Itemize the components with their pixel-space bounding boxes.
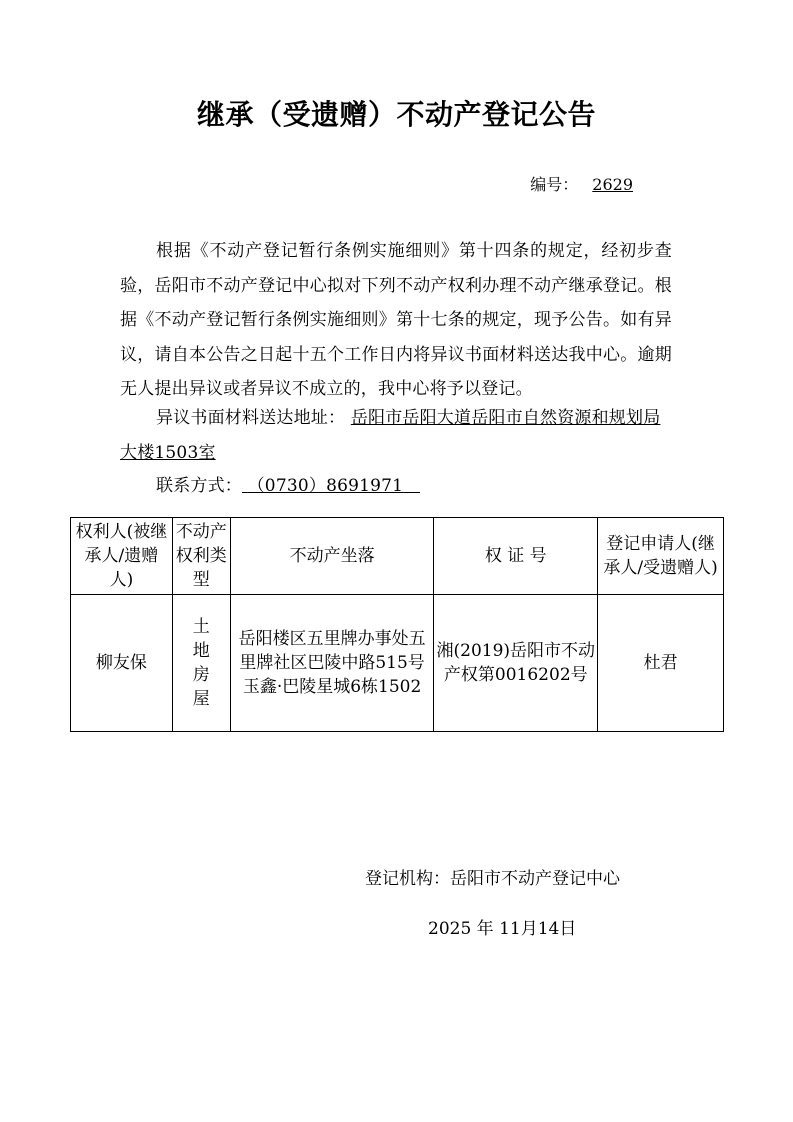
notice-number-label: 编号：	[530, 175, 579, 194]
contact-label: 联系方式：	[156, 476, 242, 496]
header-applicant: 登记申请人(继承人/受遗赠人)	[598, 518, 724, 595]
header-location: 不动产坐落	[230, 518, 434, 595]
notice-number-value: 2629	[592, 175, 633, 194]
registration-authority	[365, 864, 620, 889]
contact-value: （0730）8691971	[247, 476, 404, 496]
address-label: 异议书面材料送达地址：	[156, 408, 346, 428]
objection-address	[120, 401, 672, 470]
registration-table	[70, 517, 724, 732]
header-right-type: 不动产权利类型	[172, 518, 230, 595]
cell-applicant: 杜君	[598, 595, 724, 732]
header-certificate-no: 权 证 号	[434, 518, 598, 595]
cell-location: 岳阳楼区五里牌办事处五里牌社区巴陵中路515号玉鑫·巴陵星城6栋1502	[230, 595, 434, 732]
header-right-holder: 权利人(被继承人/遗赠人)	[71, 518, 173, 595]
org-label: 登记机构：	[365, 869, 450, 889]
org-value: 岳阳市不动产登记中心	[450, 869, 620, 889]
cell-right-holder: 柳友保	[71, 595, 173, 732]
cell-right-type: 土地房屋	[172, 595, 230, 732]
table-row	[71, 595, 724, 732]
cell-certificate-no: 湘(2019)岳阳市不动产权第0016202号	[434, 595, 598, 732]
contact-info	[120, 469, 672, 504]
notice-number	[530, 172, 633, 195]
address-value: 岳阳市岳阳大道岳阳市自然资源和规划局大楼1503室	[120, 408, 661, 463]
page-title: 继承（受遗赠）不动产登记公告	[196, 98, 596, 131]
table-header-row	[71, 518, 724, 595]
notice-date: 2025 年 11月14日	[428, 919, 577, 939]
notice-body: 根据《不动产登记暂行条例实施细则》第十四条的规定，经初步查验，岳阳市不动产登记中心拟对下列不动产权利办理不动产继承登记。根据《不动产登记暂行条例实施细则》第十七条的规定，现予公告。如有异议，请自本公告之日起十五个工作日内将异议书面材料送达我中心。逾期无人提出异议或者异议不成立的，我中心将予以登记。	[120, 241, 672, 399]
